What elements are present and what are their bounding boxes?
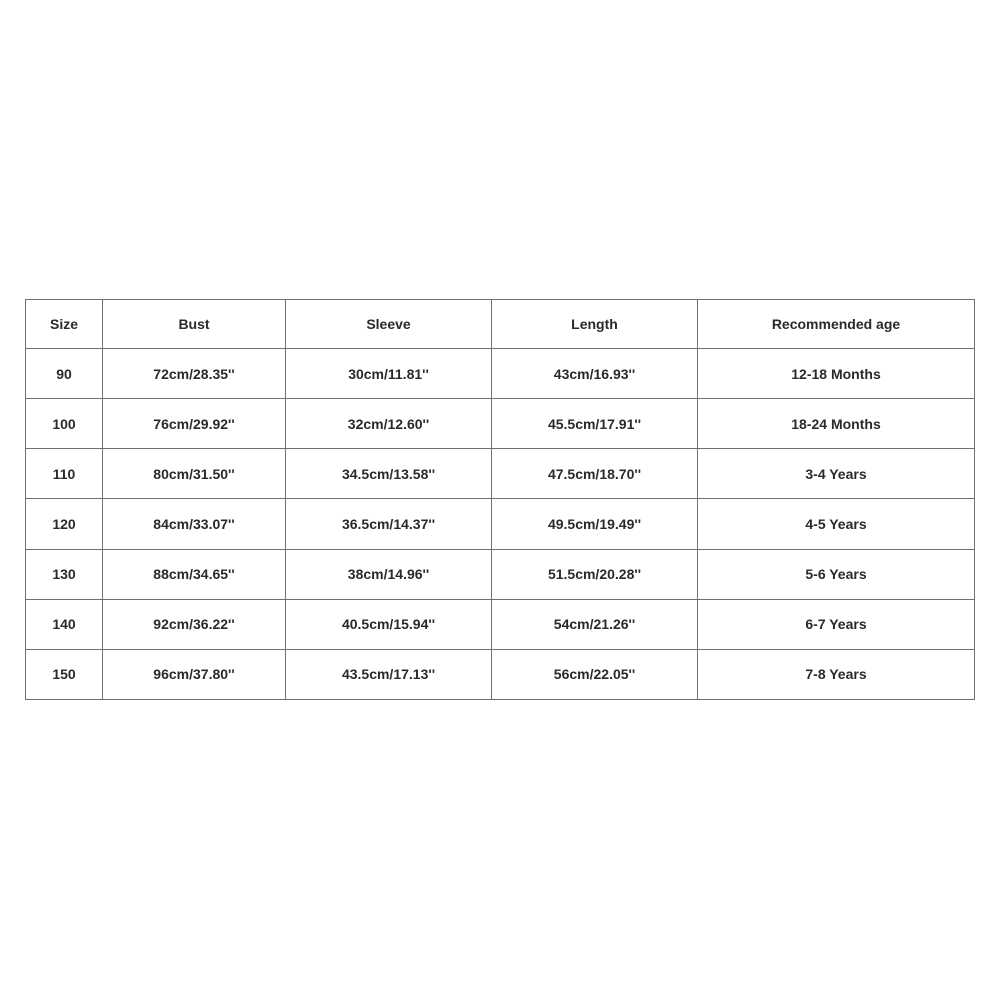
table-row xyxy=(26,399,975,449)
cell-bust: 84cm/33.07'' xyxy=(103,499,286,549)
table-row xyxy=(26,649,975,699)
cell-recommended-age: 12-18 Months xyxy=(698,349,975,399)
cell-bust: 92cm/36.22'' xyxy=(103,599,286,649)
cell-size: 100 xyxy=(26,399,103,449)
cell-sleeve: 30cm/11.81'' xyxy=(286,349,492,399)
table-header-row xyxy=(26,300,975,349)
cell-sleeve: 32cm/12.60'' xyxy=(286,399,492,449)
header-size: Size xyxy=(26,300,103,349)
cell-size: 130 xyxy=(26,549,103,599)
cell-sleeve: 38cm/14.96'' xyxy=(286,549,492,599)
table-row xyxy=(26,599,975,649)
cell-sleeve: 40.5cm/15.94'' xyxy=(286,599,492,649)
cell-sleeve: 36.5cm/14.37'' xyxy=(286,499,492,549)
header-sleeve: Sleeve xyxy=(286,300,492,349)
table-row xyxy=(26,449,975,499)
header-bust: Bust xyxy=(103,300,286,349)
cell-length: 43cm/16.93'' xyxy=(492,349,698,399)
cell-bust: 80cm/31.50'' xyxy=(103,449,286,499)
size-chart-table xyxy=(25,299,975,700)
cell-length: 54cm/21.26'' xyxy=(492,599,698,649)
table-row xyxy=(26,499,975,549)
cell-recommended-age: 3-4 Years xyxy=(698,449,975,499)
table-row xyxy=(26,549,975,599)
cell-size: 110 xyxy=(26,449,103,499)
cell-length: 56cm/22.05'' xyxy=(492,649,698,699)
table-row xyxy=(26,349,975,399)
header-recommended-age: Recommended age xyxy=(698,300,975,349)
cell-recommended-age: 4-5 Years xyxy=(698,499,975,549)
cell-recommended-age: 7-8 Years xyxy=(698,649,975,699)
cell-size: 120 xyxy=(26,499,103,549)
cell-recommended-age: 5-6 Years xyxy=(698,549,975,599)
header-length: Length xyxy=(492,300,698,349)
cell-bust: 72cm/28.35'' xyxy=(103,349,286,399)
cell-size: 90 xyxy=(26,349,103,399)
cell-bust: 88cm/34.65'' xyxy=(103,549,286,599)
cell-sleeve: 34.5cm/13.58'' xyxy=(286,449,492,499)
cell-recommended-age: 6-7 Years xyxy=(698,599,975,649)
cell-size: 150 xyxy=(26,649,103,699)
cell-length: 47.5cm/18.70'' xyxy=(492,449,698,499)
cell-sleeve: 43.5cm/17.13'' xyxy=(286,649,492,699)
cell-length: 49.5cm/19.49'' xyxy=(492,499,698,549)
cell-bust: 76cm/29.92'' xyxy=(103,399,286,449)
cell-size: 140 xyxy=(26,599,103,649)
cell-length: 45.5cm/17.91'' xyxy=(492,399,698,449)
cell-length: 51.5cm/20.28'' xyxy=(492,549,698,599)
cell-recommended-age: 18-24 Months xyxy=(698,399,975,449)
cell-bust: 96cm/37.80'' xyxy=(103,649,286,699)
